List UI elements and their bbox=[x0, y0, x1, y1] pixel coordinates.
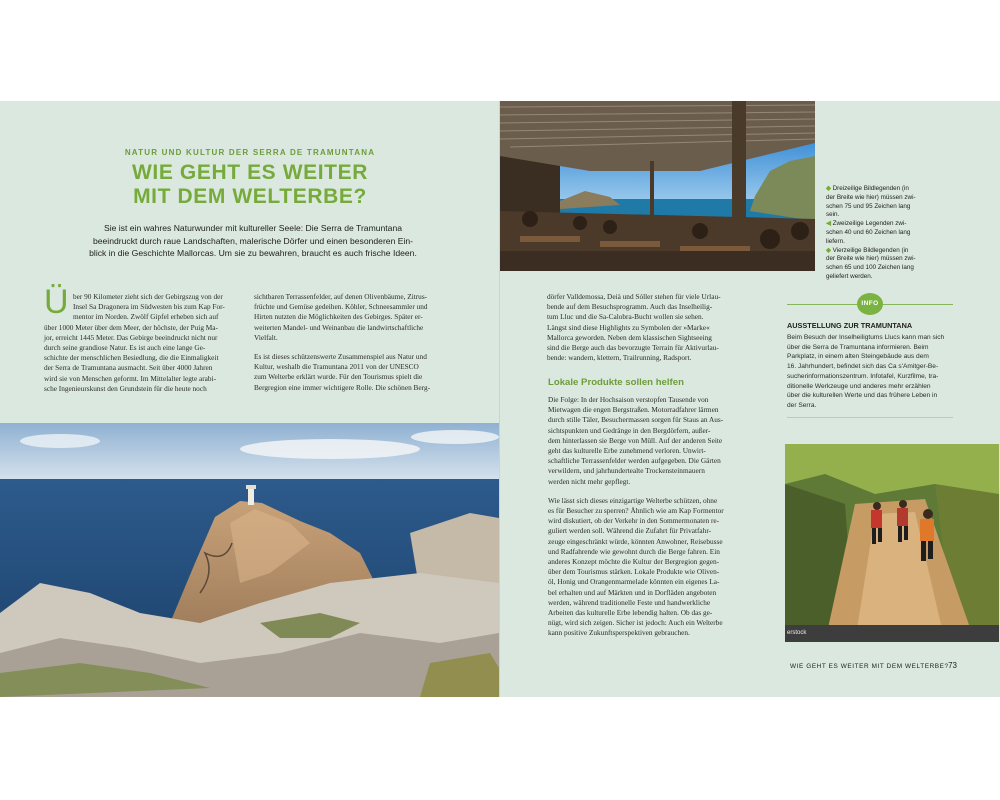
text-line: verwildern, und jahrhundertealte Trockensteinmauern bbox=[548, 466, 705, 476]
text-line: schichte der menschlichen Besiedlung, die die Einmaligkeit bbox=[44, 353, 219, 363]
text-line: zeuge eingeschränkt würde, könnten Anwohner, Reisebusse bbox=[548, 536, 723, 546]
intro-paragraph bbox=[88, 222, 418, 260]
caption-text: Dreizeilige Bildlegenden (in bbox=[832, 185, 909, 192]
text-line: Die Folge: In der Hochsaison verstopfen Tausende von bbox=[548, 395, 709, 404]
text-line: bende auf dem Besuchsprogramm. Auch das Inselheilig- bbox=[547, 302, 713, 312]
text-line: geht das kulturelle Erbe zunehmend verloren. Unwirt- bbox=[548, 446, 706, 456]
info-box-bottom-rule bbox=[787, 417, 953, 418]
body-column-3 bbox=[547, 292, 721, 363]
intro-line: beeindruckt durch raue Landschaften, malerische Dörfer und einen besonderen Ein- bbox=[92, 235, 414, 246]
magazine-spread bbox=[0, 101, 1000, 697]
text-line: tum Lluc und die Sa-Calobra-Bucht wollen sie sehen. bbox=[547, 312, 704, 322]
info-line: über die Serra de Tramuntana informieren. Beim bbox=[787, 343, 929, 351]
caption-line: der Breite wie hier) müssen zwi- bbox=[826, 193, 916, 201]
caption-text: Zweizeilige Legenden zwi- bbox=[832, 220, 907, 228]
text-line: bel erhalten und auf Märkten und in Dorfläden angeboten bbox=[548, 587, 717, 597]
text-line: mentor im Norden. Zwölf Gipfel erheben sich auf bbox=[73, 312, 219, 322]
info-body bbox=[787, 333, 944, 411]
drop-cap: Ü bbox=[44, 283, 69, 321]
text-line: sichtbaren Terrassenfelder, auf denen Olivenbäume, Zitrus- bbox=[254, 292, 428, 301]
text-line: sind die Berge auch das bevorzugte Terrain für Aktivurlau- bbox=[547, 343, 719, 353]
text-line: es für Besucher zu sperren? Ähnlich wie am Kap Formentor bbox=[548, 506, 724, 516]
text-line: sichtspunkten und Gedränge in den Bergdörfern, außer- bbox=[548, 425, 711, 435]
text-line: Arbeiten das kulturelle Erbe lebendig halten. Ob das ge- bbox=[548, 608, 713, 618]
info-line: sucherinformationszentrum. Infotafel, Kurzfilme, tra- bbox=[787, 372, 939, 380]
text-line: Hirten nutzten die Möglichkeiten des Gebirges. Später er- bbox=[254, 312, 423, 322]
text-line: bende: wandern, klettern, Trailrunning, Radsport. bbox=[547, 353, 692, 363]
caption-line bbox=[826, 220, 936, 229]
caption-line bbox=[826, 247, 936, 256]
info-title: AUSSTELLUNG ZUR TRAMUNTANA bbox=[787, 321, 913, 330]
caption-text: Vierzeilige Bildlegenden (in bbox=[832, 246, 909, 254]
text-line: Längst sind diese Highlights zu Symbolen der »Marke« bbox=[547, 322, 710, 332]
caption-line: der Breite wie hier) müssen zwi- bbox=[826, 255, 916, 263]
cliff-lighthouse-photo bbox=[0, 423, 499, 697]
page-number: 73 bbox=[948, 661, 957, 670]
text-line: ber 90 Kilometer zieht sich der Gebirgszug von der bbox=[73, 292, 223, 301]
text-line: kann positive Zukunftsperspektiven gebrauchen. bbox=[548, 628, 690, 638]
text-line: zum Welterbe erklärt wurde. Für den Tourismus spielt die bbox=[254, 372, 423, 382]
headline-line: MIT DEM WELTERBE? bbox=[133, 185, 367, 208]
info-line: der Serra. bbox=[787, 401, 817, 409]
caption-line bbox=[826, 185, 936, 194]
headline-line: WIE GEHT ES WEITER bbox=[132, 161, 368, 184]
info-line: über die kulturellen Werte und das frühere Leben in bbox=[787, 392, 938, 400]
running-head: WIE GEHT ES WEITER MIT DEM WELTERBE? bbox=[790, 663, 949, 670]
text-line: wird diskutiert, ob der Verkehr in den Sommermonaten re- bbox=[548, 516, 720, 526]
text-line: wird sie von Menschen geformt. Im Mittelalter legte arabi- bbox=[44, 373, 217, 383]
text-line: früchte und Gemüse gedeihen. Köhler, Schneesammler und bbox=[254, 302, 428, 312]
section-subheading: Lokale Produkte sollen helfen bbox=[548, 377, 684, 388]
intro-line: Sie ist ein wahres Naturwunder mit kultureller Seele: Die Serra de Tramuntana bbox=[103, 223, 403, 233]
text-line: Mallorca geworden. Neben dem klassischen Sightseeing bbox=[547, 332, 712, 342]
caption-marker: ◆ bbox=[826, 185, 831, 192]
text-line: anderes Konzept möchte die Kultur der Bergregion gegen- bbox=[548, 557, 720, 567]
text-line: über 1000 Meter über dem Meer, der höchste, der Puig Ma- bbox=[44, 322, 218, 332]
text-line: sche Ingenieurskunst den Grundstein für die heute noch bbox=[44, 383, 207, 393]
caption-line: geliefert werden. bbox=[826, 272, 873, 280]
text-line: Mietwagen die engen Bergstraßen. Motorradfahrer lärmen bbox=[548, 405, 719, 415]
text-line: durch seine grandiose Natur. Es ist auch eine lange Ge- bbox=[44, 343, 206, 353]
text-line: Vielfalt. bbox=[254, 332, 278, 342]
text-line: nügt, wird sich zeigen. Sicher ist jedoch: Auch ein Welterbe bbox=[548, 618, 723, 628]
caption-marker: ◀ bbox=[826, 220, 831, 228]
body-column-2 bbox=[254, 292, 430, 393]
caption-line: schen 75 und 95 Zeichen lang bbox=[826, 202, 911, 210]
caption-line: schen 40 und 60 Zeichen lang bbox=[826, 228, 911, 236]
text-line: dörfer Valldemossa, Deià und Sóller stehen für viele Urlau- bbox=[547, 292, 721, 301]
text-line: Bergregion eine immer wichtigere Rolle. Die schönen Berg- bbox=[254, 382, 431, 392]
text-line: Es ist dieses schützenswerte Zusammenspiel aus Natur und bbox=[254, 352, 427, 362]
text-line: werden nicht mehr gepflegt. bbox=[548, 476, 631, 486]
text-line: dem hinterlassen sie Berge von Müll. Auf der anderen Seite bbox=[548, 435, 723, 445]
text-line: der Serra de Tramuntana ausmacht. Seit über 4000 Jahren bbox=[44, 363, 213, 373]
caption-marker: ◆ bbox=[826, 246, 831, 254]
trail-runners-photo bbox=[785, 444, 999, 642]
caption-line: schen 65 und 100 Zeichen lang bbox=[826, 264, 914, 272]
info-line: 16. Jahrhundert, befindet sich das Ca s'Amitger-Be- bbox=[787, 363, 939, 371]
info-line: Beim Besuch der Inselheiligtums Llucs kann man sich bbox=[787, 334, 945, 341]
text-line: schaftliche Terrassenfelder werden aufgegeben. Die Gärten bbox=[548, 456, 721, 466]
text-line: guliert werden soll. Während die Zufahrt für Privatfahr- bbox=[548, 526, 712, 536]
text-line: Kultur, weshalb die Tramuntana 2011 von der UNESCO bbox=[254, 362, 419, 372]
text-line: Wie lässt sich dieses einzigartige Welterbe schützen, ohne bbox=[548, 495, 718, 505]
photo-credit: erstock bbox=[785, 625, 999, 642]
headline bbox=[0, 161, 500, 209]
intro-line: blick in die Geschichte Mallorcas. Um sie zu bewahren, braucht es auch frische Ideen. bbox=[89, 248, 417, 258]
text-line: werden, während traditionelle Feste und handwerkliche bbox=[548, 597, 711, 607]
text-line: weiterten Mandel- und Weinanbau die landwirtschaftliche bbox=[254, 322, 424, 332]
text-line: über dem Tourismus stärken. Lokale Produkte wie Oliven- bbox=[548, 567, 720, 577]
running-footer bbox=[790, 663, 985, 670]
text-line: und Radfahrende wie gewohnt durch die Berge fahren. Ein bbox=[548, 546, 720, 556]
terrace-restaurant-photo bbox=[500, 101, 815, 271]
body-column-4 bbox=[548, 395, 724, 639]
text-line: Insel Sa Dragonera im Südwesten bis zum Kap For- bbox=[73, 302, 225, 312]
image-captions bbox=[826, 185, 936, 282]
text-line: öl, Honig und Orangenmarmelade könnten ein eigenes La- bbox=[548, 577, 720, 587]
kicker: NATUR UND KULTUR DER SERRA DE TRAMUNTANA bbox=[124, 148, 376, 157]
caption-line: liefern. bbox=[826, 237, 845, 245]
info-badge: INFO bbox=[857, 293, 883, 315]
caption-line: sein. bbox=[826, 211, 840, 219]
text-line: jor, erreicht 1445 Meter. Das Gebirge beeindruckt nicht nur bbox=[44, 332, 218, 342]
info-line: Parkplatz, in einem alten Steingebäude aus dem bbox=[787, 353, 929, 361]
info-line: ditionelle Werkzeuge und anderes mehr erzählen bbox=[787, 382, 931, 390]
body-column-1 bbox=[44, 292, 225, 394]
text-line: durch stille Täler, Besuchermassen sorgen für Staus an Aus- bbox=[548, 415, 724, 425]
